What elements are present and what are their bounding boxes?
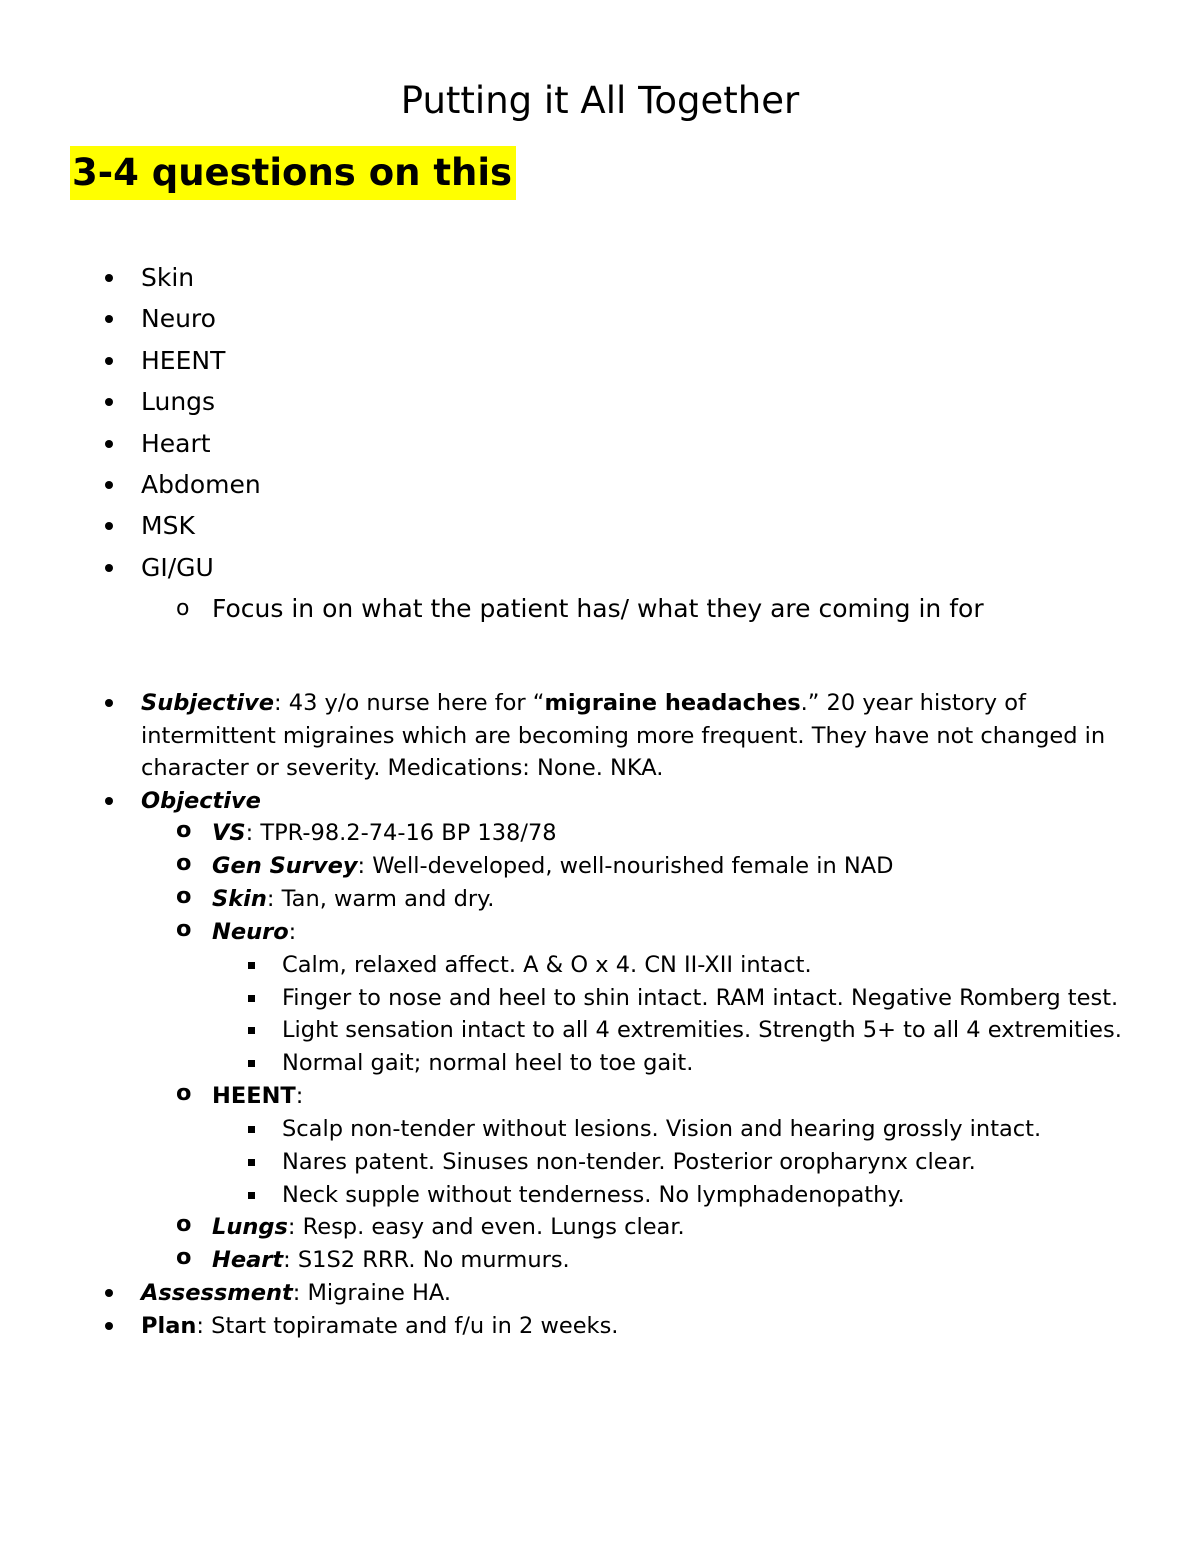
neuro-line: Neuro: xyxy=(212,919,297,945)
heent-finding: Nares patent. Sinuses non-tender. Posterior oropharynx clear. xyxy=(282,1149,976,1175)
skin-line: Skin: Tan, warm and dry. xyxy=(212,886,495,912)
plan-line: Plan: Start topiramate and f/u in 2 weeks. xyxy=(141,1313,619,1339)
neuro-finding: Calm, relaxed affect. A & O x 4. CN II-XII intact. xyxy=(282,952,812,978)
bullet-icon xyxy=(105,564,113,572)
neuro-finding: Finger to nose and heel to shin intact. RAM intact. Negative Romberg test. xyxy=(282,985,1119,1011)
circle-bullet-icon: o xyxy=(176,1244,192,1270)
bullet-icon xyxy=(105,398,113,406)
circle-bullet-icon: o xyxy=(176,596,190,621)
neuro-finding: Light sensation intact to all 4 extremities. Strength 5+ to all 4 extremities. xyxy=(282,1017,1122,1043)
bullet-icon xyxy=(105,1322,113,1330)
page-title: Putting it All Together xyxy=(400,79,800,122)
gen-survey-line: Gen Survey: Well-developed, well-nourished female in NAD xyxy=(212,853,894,879)
highlight-note xyxy=(70,146,516,200)
subjective-line: character or severity. Medications: None. NKA. xyxy=(141,755,664,781)
bullet-icon xyxy=(105,481,113,489)
circle-bullet-icon: o xyxy=(176,850,192,876)
bullet-icon xyxy=(105,522,113,530)
neuro-finding: Normal gait; normal heel to toe gait. xyxy=(282,1050,694,1076)
heent-finding: Scalp non-tender without lesions. Vision and hearing grossly intact. xyxy=(282,1116,1042,1142)
circle-bullet-icon: o xyxy=(176,1211,192,1237)
bullet-icon xyxy=(105,699,113,707)
subjective-line: Subjective: 43 y/o nurse here for “migraine headaches.” 20 year history of xyxy=(141,690,1026,716)
subjective-label: Subjective xyxy=(141,690,275,716)
circle-bullet-icon: o xyxy=(176,916,192,942)
chief-complaint: migraine headaches xyxy=(544,690,801,716)
square-bullet-icon xyxy=(248,1192,255,1199)
square-bullet-icon xyxy=(248,1159,255,1166)
lungs-line: Lungs: Resp. easy and even. Lungs clear. xyxy=(212,1214,685,1240)
square-bullet-icon xyxy=(248,1027,255,1034)
circle-bullet-icon: o xyxy=(176,1080,192,1106)
bullet-icon xyxy=(105,1289,113,1297)
bullet-icon xyxy=(105,357,113,365)
bullet-icon xyxy=(105,797,113,805)
vs-line: VS: TPR-98.2-74-16 BP 138/78 xyxy=(212,820,557,846)
bullet-icon xyxy=(105,274,113,282)
square-bullet-icon xyxy=(248,1060,255,1067)
assessment-line: Assessment: Migraine HA. xyxy=(141,1280,452,1306)
square-bullet-icon xyxy=(248,995,255,1002)
highlighted-text: 3-4 questions on this xyxy=(70,146,516,200)
bullet-icon xyxy=(105,315,113,323)
square-bullet-icon xyxy=(248,1126,255,1133)
square-bullet-icon xyxy=(248,962,255,969)
document-page: Putting it All Together 3-4 questions on this Skin Neuro HEENT Lungs Heart Abdomen MSK GI/GU o Focus in on what the patient has/ what they are coming in for Subjective: 43 y/o nurse here for “migraine headaches.” 20 year history of intermittent migraines which are becoming more frequent. They have not changed in character or severity. Medications: None. NKA. Objective o VS: TPR-98.2-74-16 BP 138/78 o Gen Survey: Well-developed, well-nourished female in NAD o Skin: Tan, warm and dry. o Neuro: Calm, relaxed affect. A & O x 4. CN II-XII intact. Finger to nose and heel to shin intact. RAM intact. Negative Romberg test. Light sensation intact to all 4 extremities. Strength 5+ to all 4 extremities. Normal gait; normal heel to toe gait. o HEENT: Scalp non-tender without lesions. Vision and hearing grossly intact. Nares patent. Sinuses non-tender. Posterior oropharynx clear. Neck supple without tenderness. No lymphadenopathy. o Lungs: Resp. easy and even. Lungs clear. o Heart: S1S2 RRR. No murmurs. Assessment: Migraine HA. Plan: Start topiramate and f/u in 2 weeks. xyxy=(0,0,1200,1553)
heent-finding: Neck supple without tenderness. No lymphadenopathy. xyxy=(282,1182,905,1208)
objective-label: Objective xyxy=(141,788,261,814)
circle-bullet-icon: o xyxy=(176,883,192,909)
heart-line: Heart: S1S2 RRR. No murmurs. xyxy=(212,1247,570,1273)
bullet-icon xyxy=(105,440,113,448)
subjective-line: intermittent migraines which are becoming more frequent. They have not changed in xyxy=(141,723,1106,749)
heent-line: HEENT: xyxy=(212,1083,304,1109)
circle-bullet-icon: o xyxy=(176,817,192,843)
